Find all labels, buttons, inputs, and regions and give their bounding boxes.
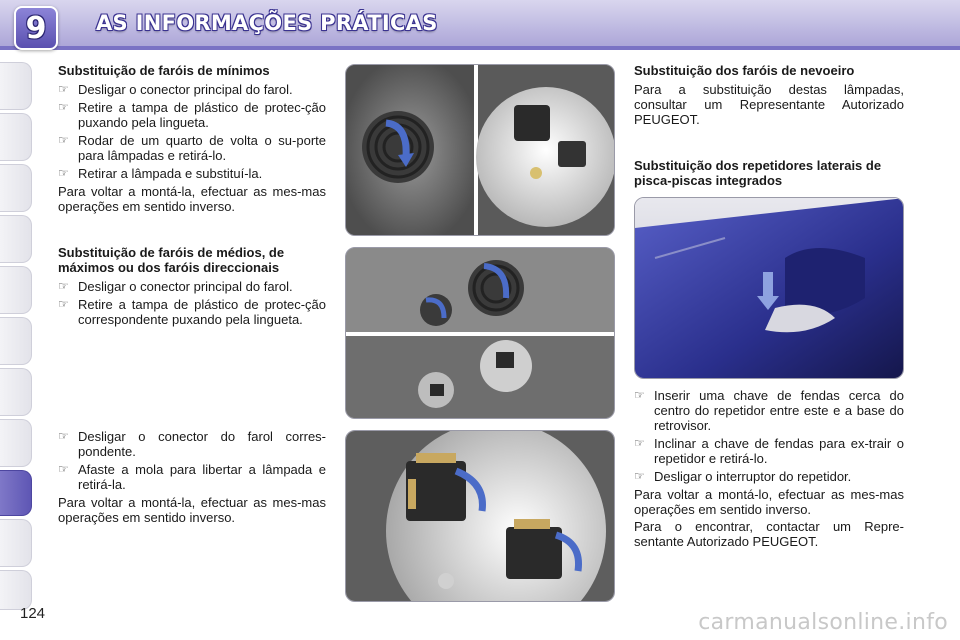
list-item: ☞ Afaste a mola para libertar a lâmpada e retirá-la. — [58, 462, 326, 492]
pointing-hand-icon: ☞ — [58, 166, 69, 180]
closing-note: Para voltar a montá-la, efectuar as mes-mas operações em sentido inverso. — [58, 184, 326, 214]
sidelight-photo — [345, 64, 615, 236]
chapter-tab-9-active[interactable] — [0, 470, 32, 516]
list-item: ☞ Retire a tampa de plástico de protec-ção correspondente puxando pela lingueta. — [58, 297, 326, 327]
pointing-hand-icon: ☞ — [58, 462, 69, 476]
chapter-tab-4[interactable] — [0, 215, 32, 263]
list-item: ☞ Retire a tampa de plástico de protec-ção puxando pela lingueta. — [58, 100, 326, 130]
chapter-number: 9 — [25, 10, 47, 46]
chapter-tab-2[interactable] — [0, 113, 32, 161]
section-sidelights — [58, 63, 326, 216]
pointing-hand-icon: ☞ — [58, 297, 69, 311]
step-list — [58, 82, 326, 181]
page-number: 124 — [20, 605, 46, 622]
pointing-hand-icon: ☞ — [58, 100, 69, 114]
pointing-hand-icon: ☞ — [634, 469, 645, 483]
chapter-tab-7[interactable] — [0, 368, 32, 416]
section-dipped-main-beam — [58, 245, 326, 330]
chapter-tab-6[interactable] — [0, 317, 32, 365]
section-text: Para a substituição destas lâmpadas, consultar um Representante Autorizado PEUGEOT. — [634, 82, 904, 127]
section-repeaters-heading — [634, 158, 904, 192]
chapter-tab-11[interactable] — [0, 570, 32, 610]
pointing-hand-icon: ☞ — [634, 436, 645, 450]
closing-note: Para o encontrar, contactar um Repre-sentante Autorizado PEUGEOT. — [634, 519, 904, 549]
closing-note: Para voltar a montá-la, efectuar as mes-mas operações em sentido inverso. — [58, 495, 326, 525]
chapter-tab-5[interactable] — [0, 266, 32, 314]
header-stripe — [0, 46, 960, 50]
list-item: ☞ Desligar o conector do farol corres-pondente. — [58, 429, 326, 459]
step-list — [58, 279, 326, 327]
list-item: ☞ Inserir uma chave de fendas cerca do centro do repetidor entre este e a base do retrovisor. — [634, 388, 904, 433]
section-repeaters-steps — [634, 388, 904, 551]
section-heading: Substituição de faróis de mínimos — [58, 63, 270, 78]
step-list — [58, 429, 326, 492]
section-fog-lamps — [634, 63, 904, 129]
chapter-badge — [14, 6, 58, 50]
list-item: ☞ Desligar o conector principal do farol. — [58, 279, 293, 294]
list-item: ☞ Desligar o conector principal do farol. — [58, 82, 293, 97]
chapter-tab-1[interactable] — [0, 62, 32, 110]
list-item: ☞ Inclinar a chave de fendas para ex-trair o repetidor e retirá-lo. — [634, 436, 904, 466]
chapter-tab-10[interactable] — [0, 519, 32, 567]
list-item: ☞ Desligar o interruptor do repetidor. — [634, 469, 852, 484]
page-title: AS INFORMAÇÕES PRÁTICAS — [96, 11, 438, 35]
section-heading: Substituição dos repetidores laterais de pisca-piscas integrados — [634, 158, 882, 188]
section-heading: Substituição dos faróis de nevoeiro — [634, 63, 855, 78]
section-heading: Substituição de faróis de médios, de máximos ou dos faróis direccionais — [58, 245, 285, 275]
watermark: carmanualsonline.info — [698, 610, 948, 635]
closing-note: Para voltar a montá-lo, efectuar as mes-mas operações em sentido inverso. — [634, 487, 904, 517]
mirror-repeater-photo — [634, 197, 904, 379]
chapter-tab-3[interactable] — [0, 164, 32, 212]
pointing-hand-icon: ☞ — [634, 388, 645, 402]
pointing-hand-icon: ☞ — [58, 82, 69, 96]
bulb-spring-photo — [345, 430, 615, 602]
dipped-beam-photo — [345, 247, 615, 419]
pointing-hand-icon: ☞ — [58, 429, 69, 443]
step-list — [634, 388, 904, 484]
chapter-tab-8[interactable] — [0, 419, 32, 467]
section-bulb-removal — [58, 429, 326, 527]
list-item: ☞ Rodar de um quarto de volta o su-porte para lâmpadas e retirá-lo. — [58, 133, 326, 163]
pointing-hand-icon: ☞ — [58, 279, 69, 293]
pointing-hand-icon: ☞ — [58, 133, 69, 147]
list-item: ☞ Retirar a lâmpada e substituí-la. — [58, 166, 263, 181]
